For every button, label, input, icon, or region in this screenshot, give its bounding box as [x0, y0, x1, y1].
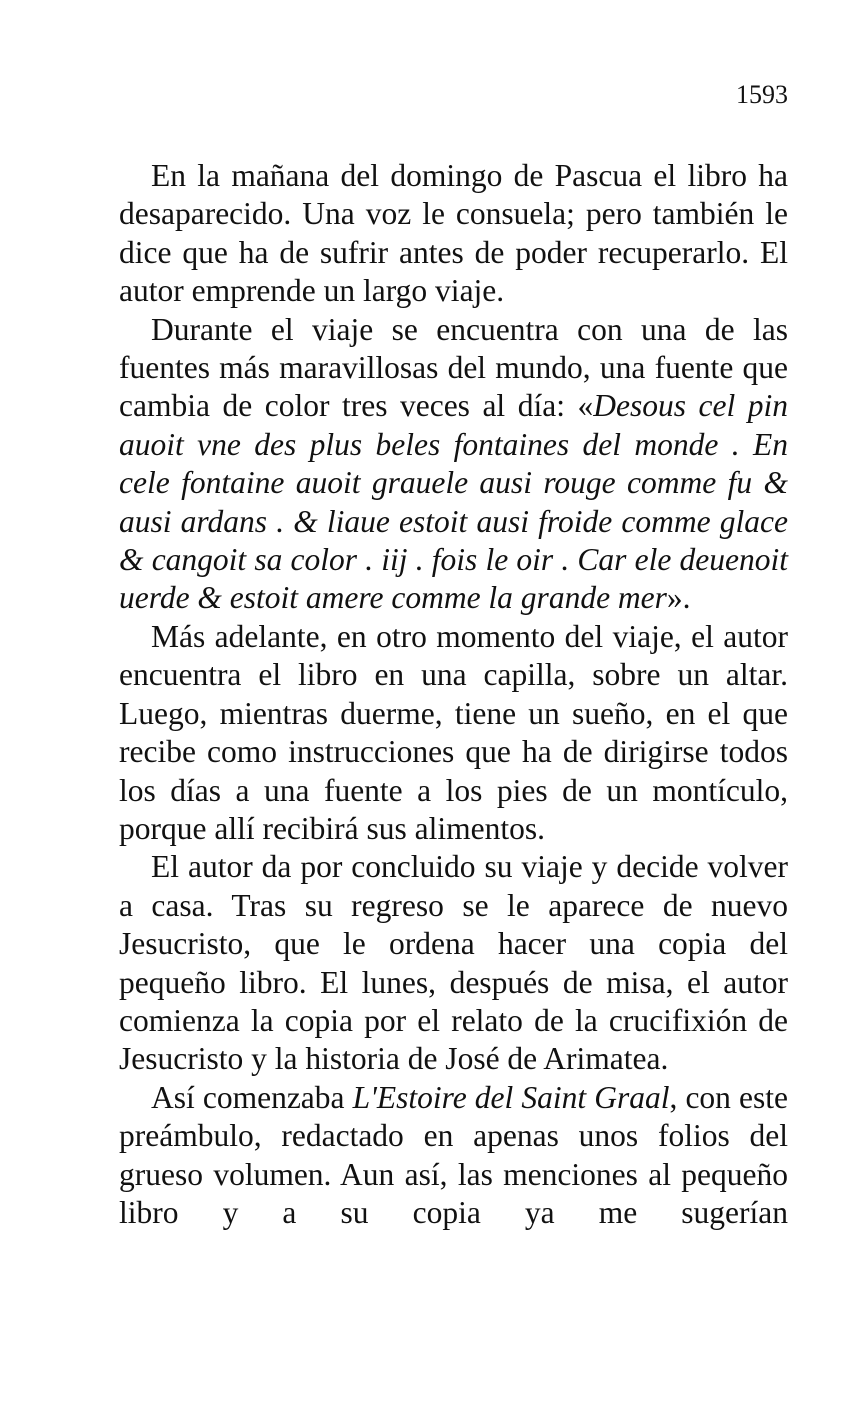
- old-french-quote: Desous cel pin auoit vne des plus beles fontaines del monde . En cele fontaine auoit grauele ausi rouge comme fu & ausi ardans . & liaue estoit ausi froide comme glace & cangoit sa color . iij . fois le oir . Car ele deuenoit uerde & estoit amere comme la grande mer: [119, 388, 788, 616]
- paragraph-5: [119, 1079, 788, 1233]
- book-title: L'Estoire del Saint Graal: [352, 1079, 670, 1115]
- paragraph-1: En la mañana del domingo de Pascua el libro ha desaparecido. Una voz le consuela; pero también le dice que ha de sufrir antes de poder recuperarlo. El autor emprende un largo viaje.: [119, 158, 788, 309]
- paragraph-3: Más adelante, en otro momento del viaje, el autor encuentra el libro en una capilla, sobre un altar. Luego, mientras duerme, tiene un sueño, en el que recibe como instrucciones que ha de dirigirse todos los días a una fuente a los pies de un montículo, porque allí recibirá sus alimentos.: [119, 618, 788, 846]
- paragraph-2-text: Durante el viaje se encuentra con una de las fuentes más maravillosas del mundo, una fuente que cambia de color tres veces al día: «: [119, 311, 788, 424]
- paragraph-4: El autor da por concluido su viaje y decide volver a casa. Tras su regreso se le aparece de nuevo Jesucristo, que le ordena hacer una copia del pequeño libro. El lunes, después de misa, el autor comienza la copia por el relato de la crucifixión de Jesucristo y la historia de José de Arimatea.: [119, 849, 788, 1077]
- paragraph-5-opening: Así comenzaba: [151, 1079, 353, 1115]
- paragraph-5-text: , con este preámbulo, redactado en apenas unos folios del grueso volumen. Aun así, las menciones al pequeño libro y a su copia ya me sugerían: [119, 1079, 788, 1230]
- paragraph-2-closing: ».: [666, 580, 691, 616]
- body-text: [119, 157, 788, 1232]
- paragraph-2: [119, 311, 788, 618]
- page-number: 1593: [736, 80, 788, 109]
